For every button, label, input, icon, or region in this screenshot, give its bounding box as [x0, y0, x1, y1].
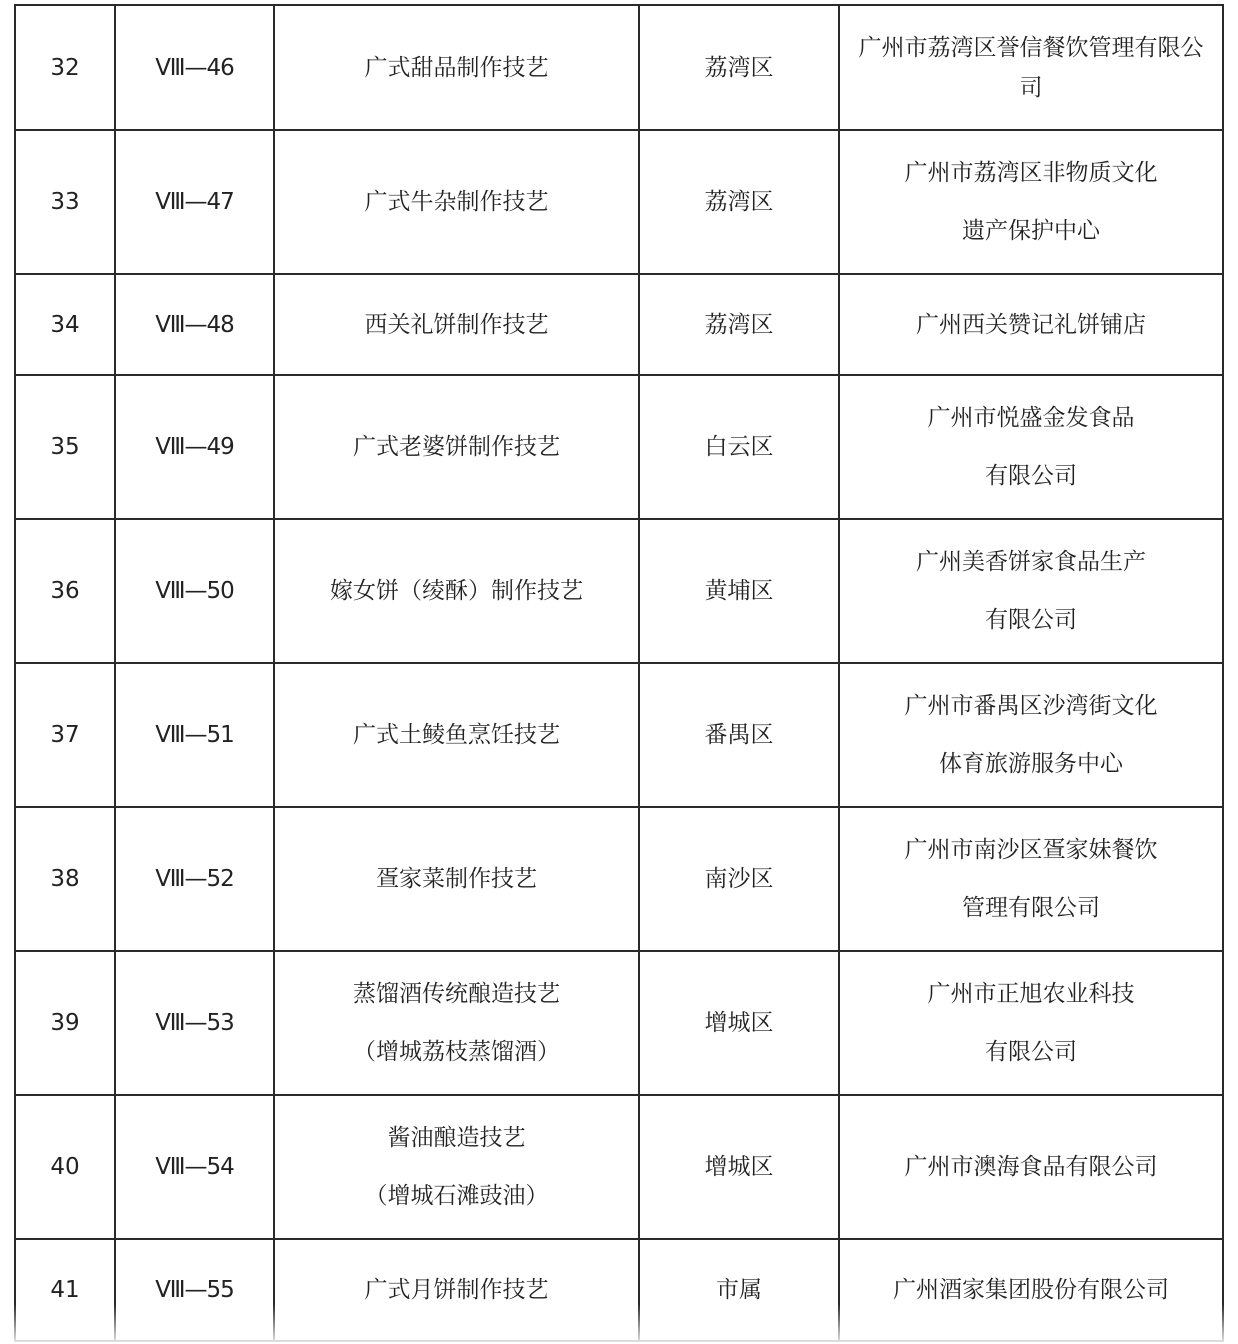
item-area — [639, 519, 839, 663]
item-name — [274, 1095, 639, 1239]
row-number-text: 37 — [50, 722, 80, 748]
row-number-text: 35 — [50, 434, 80, 460]
item-code — [115, 663, 274, 807]
heritage-items-table — [14, 4, 1224, 1342]
table-row — [15, 375, 1223, 519]
item-code — [115, 5, 274, 130]
table-row — [15, 130, 1223, 274]
item-name — [274, 1239, 639, 1341]
protection-unit-line: 有限公司 — [985, 607, 1077, 633]
protection-unit-line: 广州市番禺区沙湾街文化 — [904, 693, 1158, 719]
item-code — [115, 519, 274, 663]
protection-unit — [839, 1239, 1223, 1341]
item-area — [639, 663, 839, 807]
item-area-text: 增城区 — [704, 1010, 774, 1036]
item-area-text: 番禺区 — [704, 722, 774, 748]
item-area — [639, 5, 839, 130]
protection-unit — [839, 807, 1223, 951]
protection-unit-line: 广州市荔湾区非物质文化 — [904, 160, 1158, 186]
protection-unit — [839, 375, 1223, 519]
item-name — [274, 375, 639, 519]
item-code — [115, 375, 274, 519]
row-number-text: 33 — [50, 189, 80, 215]
item-name — [274, 807, 639, 951]
item-name-line: 广式土鲮鱼烹饪技艺 — [353, 722, 560, 748]
item-area-text: 荔湾区 — [704, 189, 774, 215]
protection-unit — [839, 519, 1223, 663]
row-number-text: 41 — [50, 1277, 80, 1303]
protection-unit — [839, 951, 1223, 1095]
row-number — [15, 375, 115, 519]
item-name — [274, 951, 639, 1095]
item-area — [639, 951, 839, 1095]
protection-unit-line: 管理有限公司 — [962, 895, 1100, 921]
table-row — [15, 663, 1223, 807]
item-code — [115, 130, 274, 274]
row-number — [15, 951, 115, 1095]
item-name-line: （增城荔枝蒸馏酒） — [353, 1039, 560, 1065]
protection-unit — [839, 1095, 1223, 1239]
row-number — [15, 663, 115, 807]
item-code — [115, 951, 274, 1095]
item-code-text: Ⅷ—54 — [155, 1154, 234, 1180]
item-name — [274, 5, 639, 130]
table-row — [15, 274, 1223, 375]
row-number — [15, 519, 115, 663]
row-number-text: 39 — [50, 1010, 80, 1036]
row-number-text: 40 — [50, 1154, 80, 1180]
item-code — [115, 807, 274, 951]
item-name-line: 嫁女饼（绫酥）制作技艺 — [330, 578, 583, 604]
protection-unit-line: 广州市悦盛金发食品 — [927, 405, 1135, 431]
item-code-text: Ⅷ—53 — [155, 1010, 234, 1036]
protection-unit-line: 广州市荔湾区誉信餐饮管理有限公 — [858, 34, 1204, 61]
protection-unit-line: 广州市正旭农业科技 — [927, 981, 1135, 1007]
protection-unit-line: 有限公司 — [985, 1039, 1077, 1065]
table-row — [15, 807, 1223, 951]
item-area-text: 市属 — [716, 1277, 762, 1303]
item-name-line: 酱油酿造技艺 — [387, 1125, 526, 1151]
table-row — [15, 519, 1223, 663]
item-code-text: Ⅷ—52 — [155, 866, 234, 892]
item-area-text: 荔湾区 — [704, 311, 774, 338]
item-area — [639, 807, 839, 951]
item-name-line: （增城石滩豉油） — [364, 1183, 549, 1209]
protection-unit-line: 广州市澳海食品有限公司 — [904, 1154, 1158, 1180]
table-row — [15, 1239, 1223, 1341]
item-name — [274, 274, 639, 375]
item-area — [639, 1239, 839, 1341]
row-number — [15, 1239, 115, 1341]
item-area — [639, 274, 839, 375]
protection-unit — [839, 274, 1223, 375]
table-row — [15, 951, 1223, 1095]
protection-unit-line: 广州西关赞记礼饼铺店 — [916, 311, 1146, 338]
item-code-text: Ⅷ—55 — [155, 1277, 234, 1303]
row-number — [15, 807, 115, 951]
protection-unit-line: 广州酒家集团股份有限公司 — [893, 1277, 1169, 1303]
item-name-line: 西关礼饼制作技艺 — [364, 311, 549, 338]
item-code-text: Ⅷ—47 — [155, 189, 234, 215]
row-number-text: 32 — [50, 54, 80, 81]
table-row — [15, 1095, 1223, 1239]
row-number-text: 38 — [50, 866, 80, 892]
protection-unit — [839, 130, 1223, 274]
item-code-text: Ⅷ—50 — [155, 578, 234, 604]
item-name-line: 疍家菜制作技艺 — [376, 866, 537, 892]
item-name-line: 蒸馏酒传统酿造技艺 — [353, 981, 560, 1007]
item-area-text: 南沙区 — [704, 866, 774, 892]
item-name — [274, 519, 639, 663]
item-area-text: 增城区 — [704, 1154, 774, 1180]
item-code — [115, 274, 274, 375]
item-name — [274, 130, 639, 274]
row-number — [15, 1095, 115, 1239]
row-number-text: 34 — [50, 311, 80, 338]
item-code-text: Ⅷ—48 — [155, 311, 234, 338]
item-code — [115, 1239, 274, 1341]
protection-unit-line: 广州美香饼家食品生产 — [916, 549, 1146, 575]
protection-unit-line: 有限公司 — [985, 463, 1077, 489]
item-area — [639, 375, 839, 519]
protection-unit — [839, 5, 1223, 130]
protection-unit — [839, 663, 1223, 807]
item-name-line: 广式甜品制作技艺 — [364, 54, 549, 81]
row-number-text: 36 — [50, 578, 80, 604]
protection-unit-line: 司 — [1019, 74, 1043, 101]
item-area — [639, 130, 839, 274]
protection-unit-line: 遗产保护中心 — [962, 218, 1100, 244]
item-area — [639, 1095, 839, 1239]
row-number — [15, 274, 115, 375]
item-area-text: 黄埔区 — [704, 578, 774, 604]
item-code — [115, 1095, 274, 1239]
item-area-text: 荔湾区 — [704, 54, 774, 81]
table-row — [15, 5, 1223, 130]
item-name-line: 广式老婆饼制作技艺 — [353, 434, 560, 460]
protection-unit-line: 广州市南沙区疍家妹餐饮 — [904, 837, 1158, 863]
row-number — [15, 130, 115, 274]
row-number — [15, 5, 115, 130]
item-code-text: Ⅷ—49 — [155, 434, 234, 460]
item-name-line: 广式月饼制作技艺 — [364, 1277, 549, 1303]
protection-unit-line: 体育旅游服务中心 — [939, 751, 1123, 777]
item-code-text: Ⅷ—46 — [155, 54, 234, 81]
item-code-text: Ⅷ—51 — [155, 722, 234, 748]
item-area-text: 白云区 — [704, 434, 774, 460]
item-name-line: 广式牛杂制作技艺 — [364, 189, 549, 215]
item-name — [274, 663, 639, 807]
